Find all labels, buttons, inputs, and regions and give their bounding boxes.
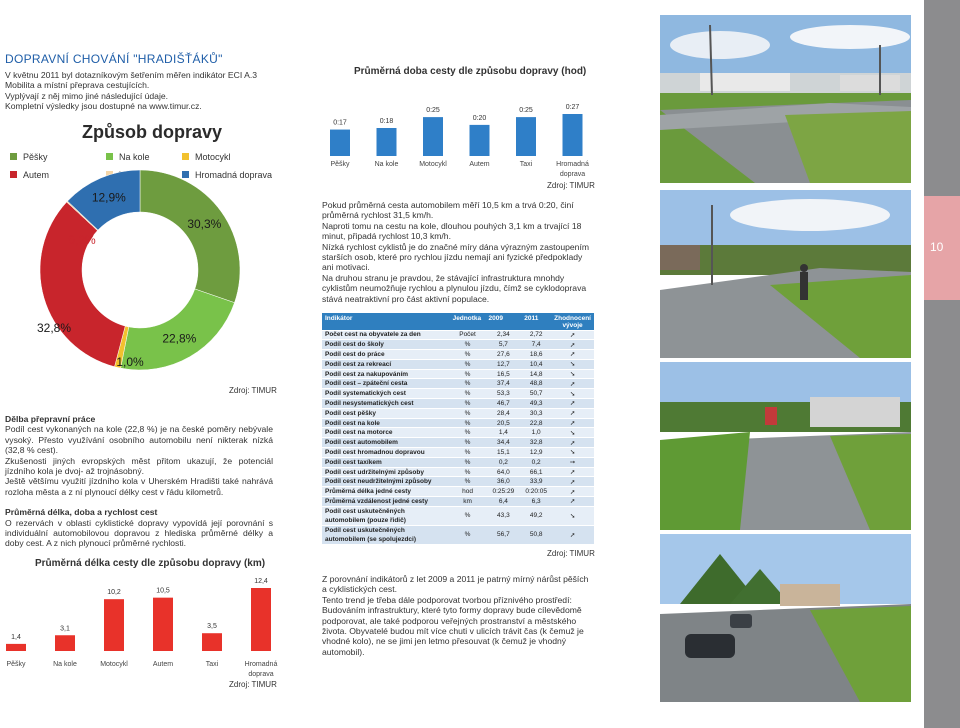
donut-title: Způsob dopravy [82,122,223,142]
table-cell: 46,7 [486,399,522,409]
table-row [322,448,594,458]
table-row [322,525,594,544]
bar [470,125,490,156]
legend-label: Hromadná doprava [195,170,273,180]
page-title: DOPRAVNÍ CHOVÁNÍ "HRADIŠŤÁKŮ" [5,52,223,66]
table-cell: 10,4 [521,359,551,369]
table-cell: 16,5 [486,369,522,379]
table-cell: % [450,477,486,487]
paragraph: Podíl cest vykonaných na kole (22,8 %) je na české poměry nebývale vysoký. Přesto využívání osobního automobilu není nikterak nízká (32,8 % cest). [5,424,273,456]
bar-value-label: 1,4 [11,633,21,641]
trend-arrow-icon: ➚ [551,487,594,497]
table-cell: 20,5 [486,418,522,428]
trend-arrow-icon: ➚ [551,525,594,544]
middle-text-block [322,200,594,304]
table-row [322,330,594,340]
table-cell: 50,8 [521,525,551,544]
trend-arrow-icon: ➘ [551,448,594,458]
trend-arrow-icon: ➚ [551,379,594,389]
table-cell: % [450,359,486,369]
table-cell: 2,72 [521,330,551,340]
table-cell: 49,3 [521,399,551,409]
table-cell: Průměrná vzdálenost jedné cesty [322,497,450,507]
table-cell: % [450,399,486,409]
category-label: Hromadná doprava [244,661,278,678]
length-chart-source: Zdroj: TIMUR [229,680,277,689]
table-cell: 14,8 [521,369,551,379]
length-chart-title: Průměrná délka cesty dle způsobu dopravy (km) [35,558,266,569]
table-cell: % [450,428,486,438]
time-chart-title: Průměrná doba cesty dle způsobu dopravy (hod) [354,66,587,77]
donut-slice [40,202,125,367]
table-cell: Podíl cest neudržitelnými způsoby [322,477,450,487]
category-label: Pěšky [6,661,26,668]
table-cell: Podíl cest udržitelnými způsoby [322,467,450,477]
trend-arrow-icon: ➘ [551,359,594,369]
trend-arrow-icon: ➚ [551,418,594,428]
table-row [322,389,594,399]
time-bar-chart [320,80,610,190]
table-cell: Podíl cest do školy [322,340,450,350]
bar [330,130,350,156]
trend-arrow-icon: ➚ [551,399,594,409]
table-cell: 43,3 [486,506,522,525]
paragraph: Ještě většímu využití jízdního kola v Uherském Hradišti také nahrává rozloha města a z ní plynoucí délky cest v řádu kilometrů. [5,476,273,497]
table-cell: Podíl cest za rekreací [322,359,450,369]
table-cell: 7,4 [521,340,551,350]
bottom-text-block [322,574,594,657]
table-cell: 6,3 [521,497,551,507]
table-header: Zhodnocení vývoje [551,313,594,330]
paragraph: Naproti tomu na cestu na kole, dlouhou pouhých 3,1 km a trvající 18 minut, připadá rychlost 10,3 km/h. [322,220,582,242]
table-cell: % [450,350,486,360]
bar-value-label: 12,4 [254,578,268,585]
table-row [322,506,594,525]
table-cell: 22,8 [521,418,551,428]
table-cell: 53,3 [486,389,522,399]
table-cell: Podíl cest pěšky [322,408,450,418]
bar-value-label: 0:17 [333,119,347,127]
table-row [322,457,594,467]
table-cell: Podíl cest uskutečněných automobilem (se spolujezdci) [322,525,450,544]
table-cell: 2,34 [486,330,522,340]
table-cell: 48,8 [521,379,551,389]
table-cell: Podíl cest taxíkem [322,457,450,467]
table-header-row [322,313,594,330]
table-cell: Podíl nesystematických cest [322,399,450,409]
donut-label: 12,9% [91,190,126,205]
donut-label: 30,3% [187,217,222,232]
category-label: Na kole [53,661,77,668]
bar [202,633,222,651]
table-cell: % [450,408,486,418]
bar-value-label: 0:20 [472,114,487,122]
table-cell: % [450,340,486,350]
table-cell: 28,4 [486,408,522,418]
street-photo-3 [660,362,911,530]
trend-arrow-icon: ➚ [551,350,594,360]
trend-arrow-icon: ➚ [551,477,594,487]
table-cell: 30,3 [521,408,551,418]
table-cell: 37,4 [486,379,522,389]
bar-value-label: 0:18 [379,118,394,125]
table-cell: Počet [450,330,486,340]
table-cell: % [450,389,486,399]
table-cell: 56,7 [486,525,522,544]
category-label: Hromadná doprava [556,161,589,178]
trend-arrow-icon: ➘ [551,428,594,438]
category-label: Taxi [519,161,533,168]
paragraph: Zkušenosti jiných evropských měst přitom ukazují, že potenciál jízdního kola je dvoj- až trojnásobný. [5,455,273,477]
side-bar [924,0,960,728]
table-cell: Počet cest na obyvatele za den [322,330,450,340]
table-cell: 18,6 [521,350,551,360]
table-cell: % [450,457,486,467]
table-row [322,408,594,418]
table-cell: 34,4 [486,438,522,448]
legend-label: Autem [23,170,50,180]
indicator-table [322,313,594,545]
trend-arrow-icon: ➚ [551,438,594,448]
table-cell: 36,0 [486,477,522,487]
table-cell: Podíl cest na motorce [322,428,450,438]
page-number-tab [924,196,960,300]
bar-value-label: 3,5 [207,623,217,631]
table-row [322,359,594,369]
intro-line: Mobilita a místní přeprava cestujících. [5,80,150,91]
donut-slice [140,170,240,303]
intro-line: Kompletní výsledky jsou dostupné na www.timur.cz. [5,101,202,112]
trend-arrow-icon: ➘ [551,369,594,379]
table-cell: Podíl cest – zpáteční cesta [322,379,450,389]
table-header: Jednotka [450,313,486,330]
bar [377,128,397,156]
category-label: Motocykl [100,661,128,668]
legend-swatch [10,171,17,178]
trend-arrow-icon: ➚ [551,340,594,350]
section-heading: Dělba přepravní práce [5,414,96,424]
legend-label: Pěšky [23,152,48,162]
page-number: 10 [930,240,944,254]
table-cell: 0,2 [486,457,522,467]
paragraph: Nízká rychlost cyklistů je do značné míry dána výrazným zastoupením starších osob, které pro rychlou jízdu nemají ani fyzické předpoklady ani motivaci. [322,241,589,273]
trend-arrow-icon: ➚ [551,408,594,418]
table-cell: 0:25:29 [486,487,522,497]
table-cell: 50,7 [521,389,551,399]
bar [55,635,75,651]
intro-line: Vyplývají z něj mimo jiné následující údaje. [5,90,169,101]
bar-value-label: 0:27 [565,104,580,111]
table-row [322,477,594,487]
trend-arrow-icon: ➚ [551,497,594,507]
table-cell: 6,4 [486,497,522,507]
paragraph: Z porovnání indikátorů z let 2009 a 2011 je patrný mírný nárůst pěších a cyklistických cest. [322,574,589,595]
trend-arrow-icon: ➚ [551,330,594,340]
legend-swatch [10,153,17,160]
table-cell: % [450,379,486,389]
table-source: Zdroj: TIMUR [547,549,595,558]
donut-label: 1,0% [116,355,144,369]
street-photo-4 [660,534,911,702]
bar [423,117,443,156]
table-row [322,487,594,497]
table-row [322,418,594,428]
table-cell: % [450,506,486,525]
table-header: 2009 [486,313,522,330]
bar [104,599,124,651]
table-cell: % [450,418,486,428]
table-row [322,369,594,379]
street-photo-1 [660,15,911,183]
bar [251,588,271,651]
table-row [322,350,594,360]
table-cell: 1,4 [486,428,522,438]
table-cell: 32,8 [521,438,551,448]
table-cell: 64,0 [486,467,522,477]
table-cell: Podíl cest hromadnou dopravou [322,448,450,458]
category-label: Motocykl [419,161,447,168]
bar-value-label: 0:25 [426,107,440,115]
table-header: 2011 [521,313,551,330]
trend-arrow-icon: ➘ [551,389,594,399]
street-photo-2 [660,190,911,358]
table-cell: 15,1 [486,448,522,458]
intro-text [5,70,305,112]
table-cell: % [450,438,486,448]
table-cell: Podíl cest za nakupováním [322,369,450,379]
bar [6,644,26,651]
table-cell: Podíl cest do práce [322,350,450,360]
table-cell: km [450,497,486,507]
paragraph: O rezervách v oblasti cyklistické dopravy vypovídá její porovnání s individuální automobilovou dopravou z hlediska průměrné délky a doby cest. A z nich plynoucí průměrné rychlosti. [5,517,273,549]
section-heading: Průměrná délka, doba a rychlost cest [5,507,158,518]
table-row [322,428,594,438]
table-cell: 5,7 [486,340,522,350]
time-chart-source: Zdroj: TIMUR [547,181,595,190]
table-cell: % [450,467,486,477]
table-row [322,467,594,477]
length-bar-chart [0,568,278,678]
category-label: Autem [152,661,174,668]
table-row [322,497,594,507]
table-header: Indikátor [322,313,450,330]
trend-arrow-icon: ➙ [551,457,594,467]
table-cell: 33,9 [521,477,551,487]
bar [516,117,536,156]
legend-label: Na kole [119,152,150,162]
table-cell: 12,7 [486,359,522,369]
bar-value-label: 10,2 [107,589,121,597]
table-cell: % [450,525,486,544]
category-label: Taxi [205,661,219,668]
paragraph: Tento trend je třeba dále podporovat tvorbou příznivého prostředí: Budováním infrastruktury, které tyto formy dopravy bude cílevědomě podporovat, ale také podporou veřejných prostranství a městského života. Obyvatelé budou mít více chuti v ulicích trávit čas (k čemuž je vhodné kolo), ne se jimi jen letmo přesouvat (k čemuž je vhodný automobil). [322,594,584,657]
bar-value-label: 10,5 [156,587,170,595]
table-cell: 0:20:05 [521,487,551,497]
intro-line: V květnu 2011 byl dotazníkovým šetřením měřen indikátor ECI A.3 [5,70,258,80]
category-label: Autem [469,161,490,168]
table-cell: Podíl cest uskutečněných automobilem (pouze řidič) [322,506,450,525]
donut-chart [20,158,260,398]
left-text-block [5,414,273,549]
table-cell: hod [450,487,486,497]
table-cell: % [450,369,486,379]
donut-label: 0,2% [68,233,96,247]
table-cell: Průměrná délka jedné cesty [322,487,450,497]
table-cell: Podíl systematických cest [322,389,450,399]
table-cell: 0,2 [521,457,551,467]
category-label: Na kole [374,161,399,168]
legend-label: Motocykl [195,152,231,162]
table-cell: % [450,448,486,458]
donut-label: 22,8% [162,331,197,346]
table-cell: Podíl cest na kole [322,418,450,428]
table-cell: 12,9 [521,448,551,458]
table-cell: 49,2 [521,506,551,525]
table-cell: Podíl cest automobilem [322,438,450,448]
bar-value-label: 0:25 [519,107,533,115]
bar-value-label: 3,1 [60,625,70,633]
table-row [322,340,594,350]
paragraph: Na druhou stranu je pravdou, že stávající infrastruktura mnohdy cyklistům neumožňuje rychlou a plynulou jízdu, čímž se cyklodoprava stává neatraktivní pro část aktivní populace. [322,272,587,304]
donut-source: Zdroj: TIMUR [229,386,277,395]
table-cell: 1,0 [521,428,551,438]
table-row [322,379,594,389]
table-cell: 66,1 [521,467,551,477]
trend-arrow-icon: ➘ [551,506,594,525]
bar [153,598,173,651]
table-row [322,399,594,409]
donut-label: 32,8% [36,321,72,335]
bar [563,114,583,156]
table-row [322,438,594,448]
category-label: Pěšky [330,161,350,168]
paragraph: Pokud průměrná cesta automobilem měří 10,5 km a trvá 0:20, činí průměrná rychlost 31,5 km/h. [322,200,574,221]
trend-arrow-icon: ➚ [551,467,594,477]
table-cell: 27,6 [486,350,522,360]
